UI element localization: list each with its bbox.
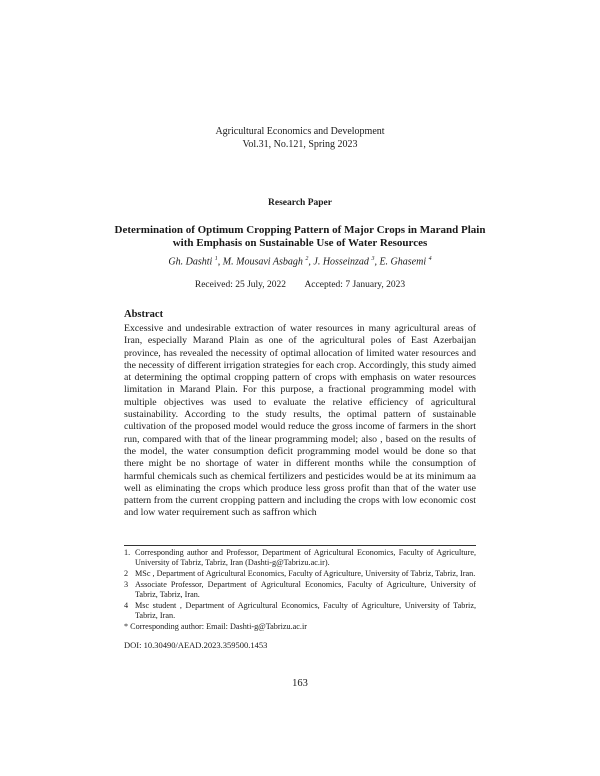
page-number: 163 <box>292 678 308 689</box>
received-date: Received: 25 July, 2022 <box>194 280 287 290</box>
author-separator: , <box>374 256 380 268</box>
doi[interactable]: DOI: 10.30490/AEAD.2023.359500.1453 <box>124 640 268 650</box>
footnote-number: 2 <box>124 568 129 578</box>
footnote-text: Associate Professor, Department of Agricultural Economics, Faculty of Agriculture, University of Tabriz, Tabriz, Iran. <box>135 580 476 599</box>
footnote <box>124 601 476 621</box>
author-name: Gh. Dashti <box>168 256 213 268</box>
author-list <box>0 256 600 267</box>
corresponding-author-email: * Corresponding author: Email: Dashti-g@Tabrizu.ac.ir <box>124 622 307 632</box>
journal-issue: Vol.31, No.121, Spring 2023 <box>242 139 358 150</box>
author-affiliation-mark: 1 <box>214 256 218 262</box>
submission-dates <box>0 280 600 290</box>
footnote-number: 4 <box>124 601 129 611</box>
footnote <box>124 569 476 579</box>
footnote <box>124 580 476 600</box>
author-affiliation-mark: 2 <box>305 256 309 262</box>
footnote-divider <box>124 545 476 546</box>
abstract-body: Excessive and undesirable extraction of water resources in many agricultural areas of Iran, especially Marand Plain as one of the agricultural poles of East Azerbaijan province, has revealed the necessity of optimal allocation of limited water resources and the necessity of different irrigation strategies for each crop. Accordingly, this study aimed at determining the optimal cropping pattern of crops with emphasis on water resources limitation in Marand Plain. For this purpose, a fractional programming model with multiple objectives was used to evaluate the relative efficiency of agricultural sustainability. According to the study results, the optimal pattern of sustainable cultivation of the proposed model would reduce the gross income of farmers in the short run, compared with that of the linear programming model; also , based on the results of the model, the water consumption deficit programming model would be done so that there might be no shortage of water in different months while the consumption of harmful chemicals such as chemical fertilizers and pesticides would be at its minimum aa well as eliminating the crops which produce less gross profit than that of the water use pattern from the current cropping pattern and including the crops with low economic cost and low water requirement such as saffron which <box>124 323 476 519</box>
footnote-text: Msc student , Department of Agricultural Economics, Faculty of Agriculture, University of Tabriz, Tabriz, Iran. <box>135 601 476 620</box>
author-separator: , <box>217 256 223 268</box>
footnote-number: 1. <box>124 548 131 557</box>
author-affiliation-mark: 4 <box>428 256 432 262</box>
accepted-date: Accepted: 7 January, 2023 <box>304 280 406 290</box>
paper-type: Research Paper <box>268 198 332 208</box>
author-separator: , <box>308 256 314 268</box>
author-name: E. Ghasemi <box>379 256 427 268</box>
paper-title: Determination of Optimum Cropping Pattern of Major Crops in Marand Plain with Emphasis on Sustainable Use of Water Resources <box>114 224 486 249</box>
footnote-text: Corresponding author and Professor, Department of Agricultural Economics, Faculty of Agriculture, University of Tabriz, Tabriz, Iran (Dashti-g@Tabrizu.ac.ir). <box>135 548 476 567</box>
footnote-text: MSc , Department of Agricultural Economics, Faculty of Agriculture, University of Tabriz, Tabriz, Iran. <box>135 568 476 578</box>
abstract-heading: Abstract <box>124 309 164 320</box>
footnote <box>124 548 476 568</box>
author-affiliation-mark: 3 <box>371 256 375 262</box>
footnotes <box>124 548 476 633</box>
author-name: J. Hosseinzad <box>313 256 369 268</box>
footnote-number: 3 <box>124 580 129 590</box>
author-name: M. Mousavi Asbagh <box>222 256 303 268</box>
journal-name: Agricultural Economics and Development <box>215 126 385 137</box>
